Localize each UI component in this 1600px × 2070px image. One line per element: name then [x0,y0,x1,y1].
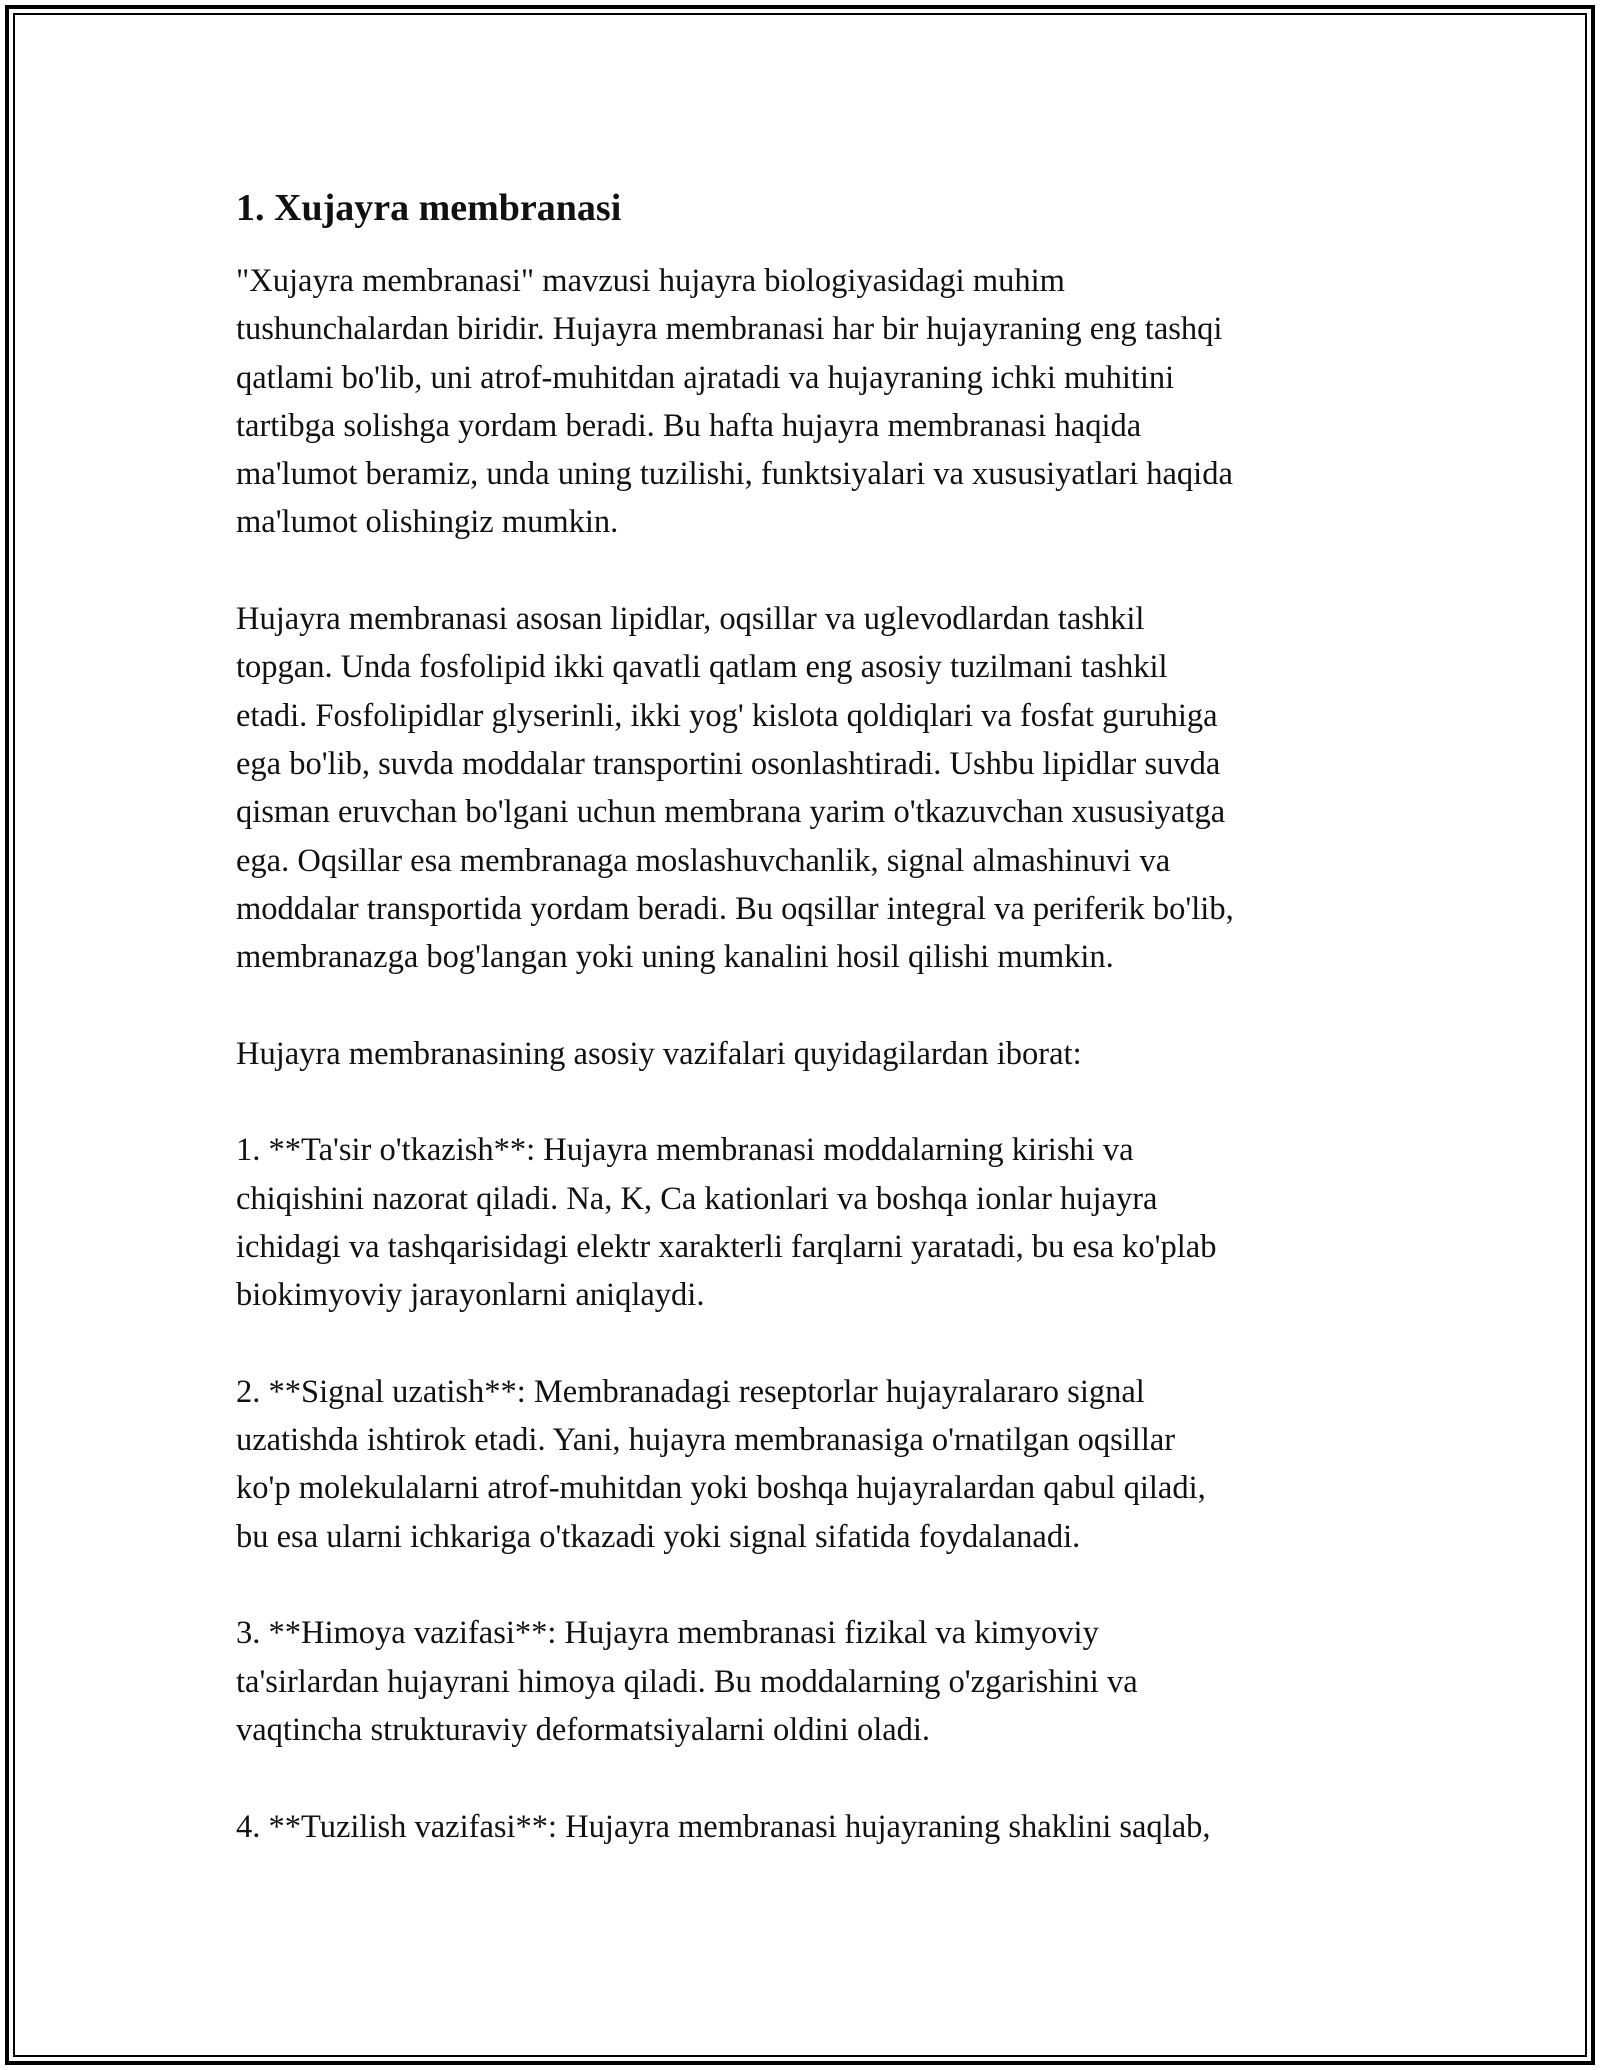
paragraph-line: etadi. Fosfolipidlar glyserinli, ikki yog' kislota qoldiqlari va fosfat guruhiga [236,697,1218,734]
paragraph-line: Hujayra membranasi asosan lipidlar, oqsillar va uglevodlardan tashkil [236,601,1145,638]
paragraph-line: Hujayra membranasining asosiy vazifalari quyidagilardan iborat: [236,1035,1082,1072]
paragraph-line: topgan. Unda fosfolipid ikki qavatli qatlam eng asosiy tuzilmani tashkil [236,649,1168,686]
paragraph-line: ko'p molekulalarni atrof-muhitdan yoki boshqa hujayralardan qabul qiladi, [236,1470,1206,1507]
paragraph-list [236,257,1386,1851]
paragraph-line: "Xujayra membranasi" mavzusi hujayra biologiyasidagi muhim [236,263,1065,299]
paragraph-line: uzatishda ishtirok etadi. Yani, hujayra membranasiga o'rnatilgan oqsillar [236,1422,1176,1459]
document-heading: 1. Xujayra membranasi [236,187,622,229]
paragraph-line: qisman eruvchan bo'lgani uchun membrana yarim o'tkazuvchan xususiyatga [236,794,1226,831]
paragraph [236,257,1386,547]
paragraph-line: ma'lumot olishingiz mumkin. [236,504,619,541]
paragraph [236,1609,1386,1754]
paragraph-line: ma'lumot beramiz, unda uning tuzilishi, funktsiyalari va xususiyatlari haqida [236,456,1233,493]
paragraph-line: tushunchalardan biridir. Hujayra membranasi har bir hujayraning eng tashqi [236,311,1223,348]
paragraph [236,595,1386,981]
paragraph-line: qatlami bo'lib, uni atrof-muhitdan ajratadi va hujayraning ichki muhitini [236,359,1175,396]
paragraph-line: ega bo'lib, suvda moddalar transportini osonlashtiradi. Ushbu lipidlar suvda [236,745,1221,782]
paragraph-line: vaqtincha strukturaviy deformatsiyalarni oldini oladi. [236,1711,931,1748]
paragraph-line: 4. **Tuzilish vazifasi**: Hujayra membranasi hujayraning shaklini saqlab, [236,1808,1211,1845]
paragraph-line: chiqishini nazorat qiladi. Na, K, Ca kationlari va boshqa ionlar hujayra [236,1180,1158,1217]
paragraph-line: 2. **Signal uzatish**: Membranadagi reseptorlar hujayralararo signal [236,1373,1145,1410]
paragraph-line: bu esa ularni ichkariga o'tkazadi yoki signal sifatida foydalanadi. [236,1518,1081,1555]
paragraph [236,1368,1386,1561]
paragraph-line: biokimyoviy jarayonlarni aniqlaydi. [236,1277,705,1314]
paragraph-line: membranazga bog'langan yoki uning kanalini hosil qilishi mumkin. [236,939,1114,976]
paragraph [236,1126,1386,1319]
paragraph-line: moddalar transportida yordam beradi. Bu oqsillar integral va periferik bo'lib, [236,890,1234,927]
paragraph [236,1030,1386,1078]
document-body [236,185,1386,1899]
paragraph-line: ega. Oqsillar esa membranaga moslashuvchanlik, signal almashinuvi va [236,842,1171,879]
paragraph-line: 1. **Ta'sir o'tkazish**: Hujayra membranasi moddalarning kirishi va [236,1132,1134,1169]
paragraph-line: tartibga solishga yordam beradi. Bu hafta hujayra membranasi haqida [236,407,1142,444]
paragraph-line: ta'sirlardan hujayrani himoya qiladi. Bu moddalarning o'zgarishini va [236,1663,1138,1700]
paragraph [236,1803,1386,1851]
paragraph-line: ichidagi va tashqarisidagi elektr xarakterli farqlarni yaratadi, bu esa ko'plab [236,1228,1217,1265]
paragraph-line: 3. **Himoya vazifasi**: Hujayra membranasi fizikal va kimyoviy [236,1615,1099,1652]
